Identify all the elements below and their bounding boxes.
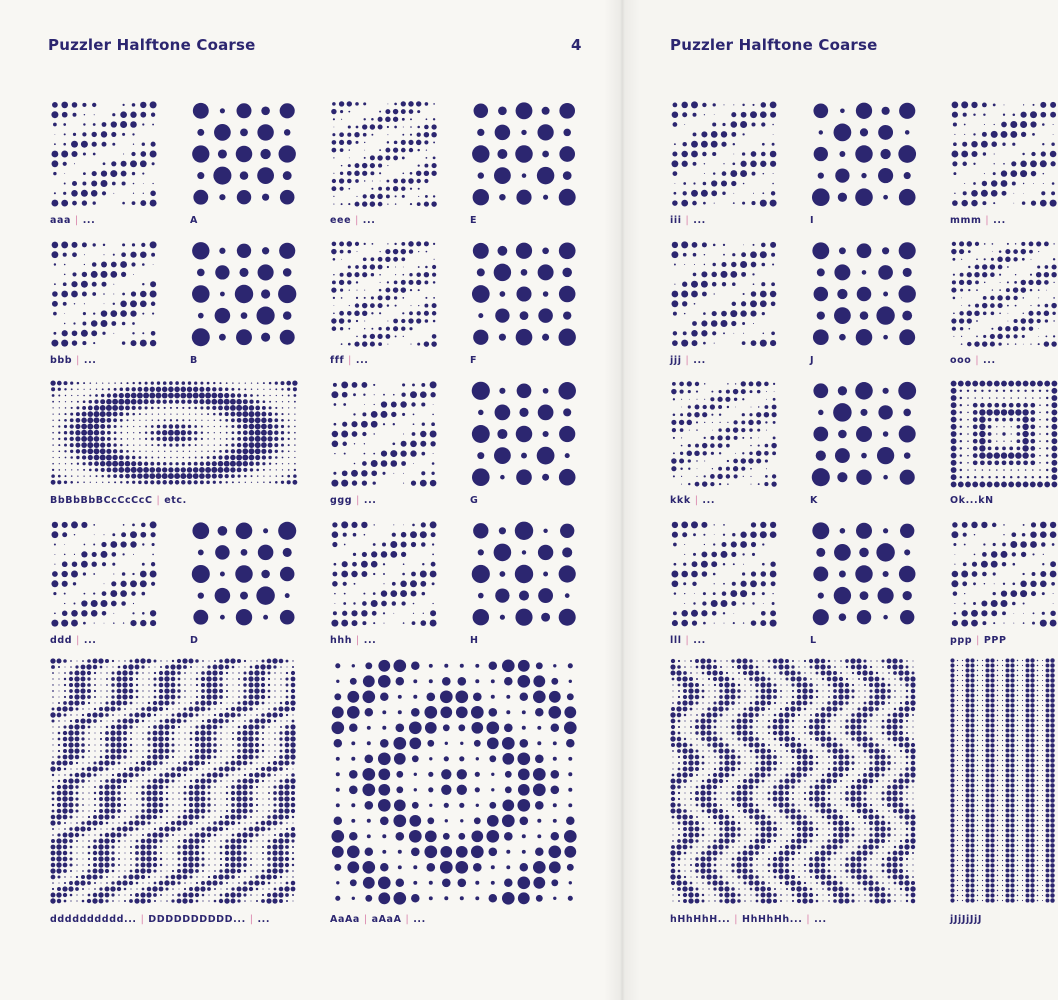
caption-BbBbBbBCcCcCcC: BbBbBbBCcCcCcC | etc. [50, 495, 187, 506]
halftone-dots [330, 520, 438, 628]
caption-AaAa: AaAa | aAaA | ... [330, 914, 426, 925]
halftone-swatch-AaAa [330, 658, 578, 906]
halftone-swatch-iii [670, 100, 778, 208]
halftone-dots [950, 100, 1058, 208]
caption-G: G [470, 495, 479, 506]
running-head: Puzzler Halftone Coarse [48, 36, 256, 54]
halftone-dots [670, 520, 778, 628]
caption-lll: lll | ... [670, 635, 706, 646]
halftone-swatch-BbBbBbBCcCcCcC [50, 380, 298, 488]
halftone-dots [950, 380, 1058, 488]
halftone-swatch-mmm [950, 100, 1058, 208]
caption-eee: eee | ... [330, 215, 376, 226]
caption-bbb: bbb | ... [50, 355, 97, 366]
halftone-dots [50, 240, 158, 348]
caption-jJjJ: jJjJjJjJ [950, 914, 982, 925]
halftone-dots [670, 380, 778, 488]
caption-mmm: mmm | ... [950, 215, 1006, 226]
caption-fff: fff | ... [330, 355, 369, 366]
caption-A: A [190, 215, 198, 226]
caption-ppp: ppp | PPP [950, 635, 1007, 646]
caption-iii: iii | ... [670, 215, 706, 226]
halftone-swatch-F [470, 240, 578, 348]
halftone-swatch-A [190, 100, 298, 208]
caption-aaa: aaa | ... [50, 215, 96, 226]
halftone-dots [50, 520, 158, 628]
caption-jjj: jjj | ... [670, 355, 706, 366]
caption-ooo: ooo | ... [950, 355, 996, 366]
halftone-swatch-jJjJ [950, 658, 1058, 906]
halftone-dots [810, 520, 918, 628]
halftone-swatch-ooo [950, 240, 1058, 348]
halftone-dots [670, 100, 778, 208]
halftone-swatch-K [810, 380, 918, 488]
caption-hHhH: hHhHhH... | HhHhHh... | ... [670, 914, 827, 925]
halftone-swatch-dddd-DDDD [50, 658, 298, 906]
halftone-dots [810, 100, 918, 208]
halftone-dots [670, 658, 918, 906]
halftone-dots [810, 240, 918, 348]
halftone-dots [190, 100, 298, 208]
halftone-swatch-B [190, 240, 298, 348]
caption-hhh: hhh | ... [330, 635, 377, 646]
halftone-swatch-G [470, 380, 578, 488]
halftone-swatch-fff [330, 240, 438, 348]
caption-F: F [470, 355, 478, 366]
halftone-swatch-jjj [670, 240, 778, 348]
caption-H: H [470, 635, 479, 646]
caption-E: E [470, 215, 478, 226]
halftone-dots [670, 240, 778, 348]
caption-L: L [810, 635, 817, 646]
halftone-dots [470, 100, 578, 208]
caption-K: K [810, 495, 818, 506]
halftone-dots [330, 658, 578, 906]
caption-D: D [190, 635, 199, 646]
running-head-right: Puzzler Halftone Coarse [670, 36, 878, 54]
halftone-dots [950, 240, 1058, 348]
halftone-dots [50, 380, 298, 488]
right-page [622, 0, 1007, 1000]
caption-ggg: ggg | ... [330, 495, 377, 506]
halftone-dots [50, 100, 158, 208]
halftone-dots [810, 380, 918, 488]
halftone-dots [330, 240, 438, 348]
halftone-swatch-ppp [950, 520, 1058, 628]
caption-OkN: Ok...kN [950, 495, 994, 506]
halftone-swatch-ddd [50, 520, 158, 628]
halftone-swatch-OkN [950, 380, 1058, 488]
halftone-swatch-H [470, 520, 578, 628]
halftone-dots [950, 658, 1058, 906]
halftone-dots [330, 380, 438, 488]
halftone-swatch-I [810, 100, 918, 208]
halftone-swatch-bbb [50, 240, 158, 348]
caption-B: B [190, 355, 198, 366]
halftone-swatch-hhh [330, 520, 438, 628]
halftone-dots [470, 240, 578, 348]
halftone-dots [470, 520, 578, 628]
halftone-swatch-eee [330, 100, 438, 208]
halftone-swatch-lll [670, 520, 778, 628]
caption-dddd-DDDD: dddddddddd... | DDDDDDDDDD... | ... [50, 914, 271, 925]
halftone-swatch-ggg [330, 380, 438, 488]
halftone-dots [950, 520, 1058, 628]
caption-ddd: ddd | ... [50, 635, 97, 646]
halftone-swatch-J [810, 240, 918, 348]
halftone-swatch-kkk [670, 380, 778, 488]
halftone-swatch-D [190, 520, 298, 628]
halftone-swatch-E [470, 100, 578, 208]
halftone-swatch-L [810, 520, 918, 628]
halftone-dots [190, 520, 298, 628]
caption-J: J [810, 355, 815, 366]
caption-kkk: kkk | ... [670, 495, 716, 506]
halftone-swatch-aaa [50, 100, 158, 208]
halftone-dots [50, 658, 298, 906]
halftone-dots [330, 100, 438, 208]
halftone-dots [190, 240, 298, 348]
halftone-dots [470, 380, 578, 488]
caption-I: I [810, 215, 815, 226]
halftone-swatch-hHhH [670, 658, 918, 906]
page-number: 4 [571, 36, 582, 54]
